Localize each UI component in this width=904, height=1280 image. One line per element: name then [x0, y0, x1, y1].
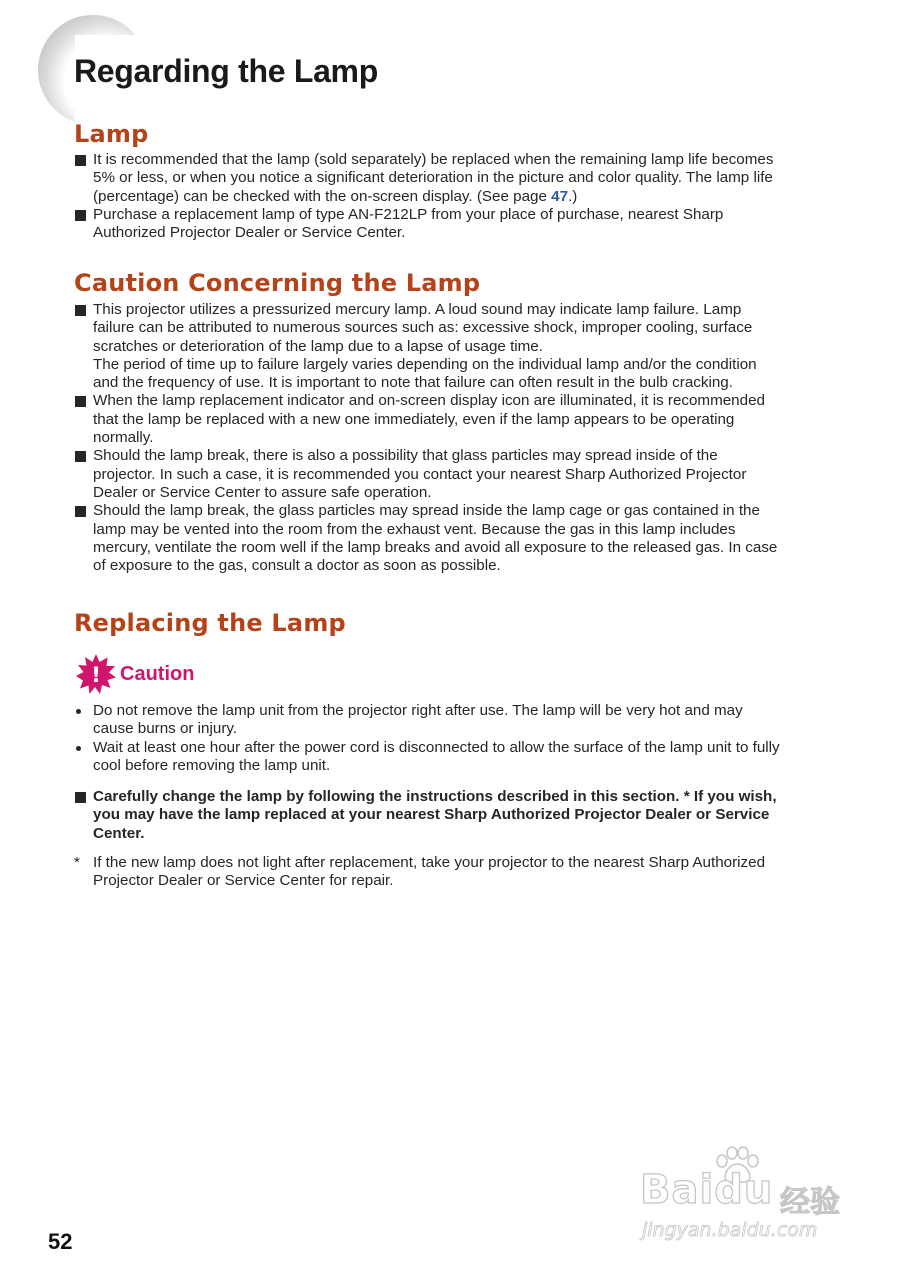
- list-item: [74, 702, 834, 739]
- text-line: normally.: [93, 429, 154, 447]
- dot-bullet-icon: [76, 709, 81, 714]
- square-bullet-icon: [75, 792, 86, 803]
- list-item: [74, 392, 834, 447]
- text-line: mercury, ventilate the room well if the lamp breaks and avoid all exposure to the released gas. In case: [93, 538, 778, 556]
- lamp-heading: Lamp: [74, 120, 149, 148]
- footnote: [74, 854, 834, 891]
- text-line: Should the lamp break, the glass particles may spread inside the lamp cage or gas contained in the: [93, 502, 760, 520]
- text-line: cause burns or injury.: [93, 720, 238, 738]
- text-line: Should the lamp break, there is also a possibility that glass particles may spread inside of the: [93, 447, 718, 465]
- square-bullet-icon: [75, 506, 86, 517]
- watermark-brand: [640, 1167, 773, 1213]
- square-bullet-icon: [75, 210, 86, 221]
- text-line: of exposure to the gas, consult a doctor as soon as possible.: [93, 557, 501, 575]
- text-line: scratches or deterioration of the lamp due to a lapse of usage time.: [93, 337, 543, 355]
- caution-concerning-list: [74, 301, 834, 575]
- text-line: The period of time up to failure largely varies depending on the individual lamp and/or the condition: [93, 355, 757, 373]
- dot-bullet-icon: [76, 746, 81, 751]
- text-line: you may have the lamp replaced at your nearest Sharp Authorized Projector Dealer or Service: [93, 806, 770, 824]
- page-title: Regarding the Lamp: [74, 53, 378, 89]
- text-line: It is recommended that the lamp (sold separately) be replaced when the remaining lamp life becomes: [93, 151, 774, 168]
- text-line: that the lamp be replaced with a new one immediately, even if the lamp appears to be operating: [93, 410, 735, 428]
- square-bullet-icon: [75, 396, 86, 407]
- text-line: and the frequency of use. It is important to note that failure can often result in the bulb cracking.: [93, 374, 733, 392]
- text-line: Center.: [93, 824, 145, 842]
- text-fragment: (percentage) can be checked with the on-screen display. (See page: [93, 187, 552, 205]
- text-line: This projector utilizes a pressurized mercury lamp. A loud sound may indicate lamp failure. Lamp: [93, 301, 742, 318]
- list-item: [74, 151, 834, 206]
- watermark: [640, 1145, 855, 1245]
- replacing-heading: Replacing the Lamp: [74, 609, 346, 637]
- text-line: When the lamp replacement indicator and on-screen display icon are illuminated, it is recommended: [93, 392, 765, 410]
- square-bullet-icon: [75, 451, 86, 462]
- caution-icon: [76, 654, 116, 694]
- watermark-brand-suffix: du: [714, 1167, 774, 1213]
- watermark-brand-cn: 经验: [780, 1185, 840, 1220]
- text-line: 5% or less, or when you notice a significant deterioration in the picture and color quality. The lamp life: [93, 169, 773, 187]
- text-line: Purchase a replacement lamp of type AN-F212LP from your place of purchase, nearest Sharp: [93, 205, 724, 223]
- text-line: Do not remove the lamp unit from the projector right after use. The lamp will be very hot and may: [93, 702, 743, 719]
- list-item: [74, 206, 834, 243]
- footnote-marker: *: [74, 854, 80, 871]
- text-line: lamp may be vented into the room from the exhaust vent. Because the gas in this lamp includes: [93, 520, 736, 538]
- caution-list: [74, 702, 834, 775]
- footnote-list: [74, 854, 834, 891]
- text-line: If the new lamp does not light after replacement, take your projector to the nearest Sharp Authorized: [93, 854, 766, 871]
- list-item: [74, 739, 834, 776]
- square-bullet-icon: [75, 305, 86, 316]
- text-fragment: .): [568, 187, 578, 205]
- text-line: Wait at least one hour after the power cord is disconnected to allow the surface of the lamp unit to fully: [93, 738, 780, 756]
- caution-concerning-heading: Caution Concerning the Lamp: [74, 269, 481, 297]
- square-bullet-icon: [75, 155, 86, 166]
- text-line: Carefully change the lamp by following the instructions described in this section. * If you wish,: [93, 788, 777, 805]
- text-line: [93, 188, 834, 206]
- list-item: [74, 301, 834, 392]
- caution-label: Caution: [120, 663, 195, 685]
- instruction-list: [74, 788, 834, 843]
- watermark-brand-text: Bai: [640, 1167, 715, 1213]
- list-item: [74, 502, 834, 575]
- page-number: 52: [48, 1229, 73, 1254]
- text-line: cool before removing the lamp unit.: [93, 756, 331, 774]
- text-line: Projector Dealer or Service Center for repair.: [93, 872, 394, 890]
- list-item: [74, 447, 834, 502]
- lamp-list: [74, 151, 834, 242]
- page-47-link[interactable]: 47: [551, 187, 569, 205]
- svg-text:!: !: [91, 663, 101, 687]
- text-line: Dealer or Service Center to assure safe operation.: [93, 483, 432, 501]
- text-line: failure can be attributed to numerous sources such as: excessive shock, improper cooling, surface: [93, 319, 753, 337]
- list-item: [74, 788, 834, 843]
- watermark-url: jingyan.baidu.com: [642, 1219, 818, 1241]
- text-line: Authorized Projector Dealer or Service Center.: [93, 224, 406, 242]
- text-line: projector. In such a case, it is recommended you contact your nearest Sharp Authorized Projector: [93, 465, 747, 483]
